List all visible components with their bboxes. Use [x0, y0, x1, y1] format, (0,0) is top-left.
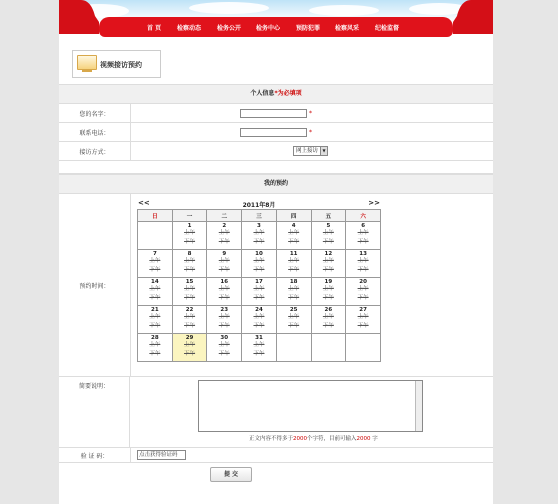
day-number: 28	[151, 335, 159, 341]
calendar-day[interactable]	[207, 278, 242, 306]
calendar-day[interactable]	[242, 334, 277, 362]
calendar-header	[137, 198, 381, 209]
note-remaining: 2000	[356, 436, 371, 442]
time-slot-am[interactable]: 上午	[322, 258, 334, 264]
calendar-day[interactable]	[172, 222, 207, 250]
page-title-box	[72, 50, 161, 78]
day-number: 30	[220, 335, 229, 341]
calendar-day[interactable]	[346, 278, 381, 306]
phone-input[interactable]	[240, 128, 307, 137]
name-required-mark: *	[309, 110, 312, 117]
calendar-day[interactable]	[138, 334, 173, 362]
time-slot-am[interactable]: 上午	[218, 258, 230, 264]
time-slot-pm[interactable]: 下午	[218, 295, 230, 301]
nav-item[interactable]: 首 页	[147, 25, 162, 32]
calendar-month-title: 2011年8月	[242, 202, 276, 209]
name-input[interactable]	[240, 109, 307, 118]
day-number: 22	[185, 307, 194, 313]
calendar-day[interactable]	[242, 250, 277, 278]
nav-item[interactable]: 检务中心	[256, 25, 281, 32]
day-number: 1	[187, 223, 192, 229]
note-text: 个字符，目前可输入	[307, 436, 357, 442]
appointment-form	[59, 84, 493, 463]
day-number: 15	[185, 279, 194, 285]
remarks-scrollbar[interactable]	[415, 381, 422, 431]
note-max: 2000	[293, 436, 308, 442]
time-slot-am[interactable]: 上午	[322, 230, 334, 236]
time-slot-am[interactable]: 上午	[357, 230, 369, 236]
day-number: 5	[326, 223, 331, 229]
weekday-header: 日	[138, 210, 173, 222]
time-slot-pm[interactable]: 下午	[253, 239, 265, 245]
weekday-header: 二	[207, 210, 242, 222]
weekday-header: 一	[172, 210, 207, 222]
time-slot-am[interactable]: 上午	[184, 314, 196, 320]
calendar-day[interactable]	[311, 278, 346, 306]
time-slot-am[interactable]: 上午	[218, 314, 230, 320]
time-slot-pm[interactable]: 下午	[357, 267, 369, 273]
calendar-day[interactable]	[207, 334, 242, 362]
calendar-day[interactable]	[172, 250, 207, 278]
time-slot-pm[interactable]: 下午	[357, 295, 369, 301]
day-number: 9	[222, 251, 227, 257]
time-slot-am[interactable]: 上午	[149, 286, 161, 292]
day-number: 18	[289, 279, 298, 285]
time-slot-pm[interactable]: 下午	[218, 323, 230, 329]
time-slot-pm[interactable]: 下午	[218, 267, 230, 273]
note-text: 字	[370, 436, 378, 442]
time-slot-pm[interactable]: 下午	[322, 267, 334, 273]
time-slot-pm[interactable]: 下午	[288, 295, 300, 301]
calendar-day[interactable]	[138, 250, 173, 278]
calendar-day[interactable]	[311, 250, 346, 278]
time-slot-pm[interactable]: 下午	[149, 295, 161, 301]
chevron-down-icon: ▼	[320, 147, 327, 155]
time-slot-am[interactable]: 上午	[184, 230, 196, 236]
day-number: 12	[324, 251, 333, 257]
remarks-label: 简要说明：	[59, 377, 130, 447]
calendar-day[interactable]	[172, 306, 207, 334]
day-number: 6	[361, 223, 366, 229]
header-banner	[59, 0, 493, 40]
time-slot-pm[interactable]: 下午	[288, 239, 300, 245]
time-slot-pm[interactable]: 下午	[184, 351, 196, 357]
calendar-day[interactable]	[311, 222, 346, 250]
time-slot-pm[interactable]: 下午	[253, 295, 265, 301]
time-slot-am[interactable]: 上午	[218, 342, 230, 348]
day-number: 17	[255, 279, 263, 285]
time-slot-pm[interactable]: 下午	[149, 351, 161, 357]
time-slot-am[interactable]: 上午	[357, 286, 369, 292]
section-personal-info	[59, 84, 493, 104]
time-slot-am[interactable]: 上午	[253, 314, 265, 320]
day-number: 19	[324, 279, 333, 285]
captcha-row	[59, 448, 493, 463]
method-select[interactable]	[293, 146, 328, 156]
section-my-appointment	[59, 174, 493, 194]
calendar-day[interactable]	[242, 278, 277, 306]
time-slot-pm[interactable]: 下午	[184, 295, 196, 301]
time-slot-am[interactable]: 上午	[184, 286, 196, 292]
time-slot-pm[interactable]: 下午	[357, 239, 369, 245]
time-slot-am[interactable]: 上午	[218, 230, 230, 236]
name-row	[59, 104, 493, 123]
time-slot-pm[interactable]: 下午	[149, 323, 161, 329]
day-number: 27	[359, 307, 367, 313]
day-number: 23	[220, 307, 229, 313]
section-title: 个人信息	[250, 90, 275, 97]
monitor-icon	[77, 55, 97, 70]
time-slot-pm[interactable]: 下午	[253, 323, 265, 329]
time-slot-am[interactable]: 上午	[218, 286, 230, 292]
remarks-char-note	[249, 434, 378, 442]
time-slot-am[interactable]: 上午	[184, 342, 196, 348]
time-slot-pm[interactable]: 下午	[322, 323, 334, 329]
nav-item[interactable]: 检务公开	[217, 25, 242, 32]
time-slot-am[interactable]: 上午	[288, 286, 300, 292]
nav-item[interactable]: 预防犯罪	[296, 25, 321, 32]
time-slot-pm[interactable]: 下午	[288, 267, 300, 273]
calendar-day[interactable]	[207, 306, 242, 334]
day-number: 25	[289, 307, 298, 313]
time-slot-am[interactable]: 上午	[288, 314, 300, 320]
time-slot-am[interactable]: 上午	[184, 258, 196, 264]
calendar-day[interactable]	[172, 278, 207, 306]
time-slot-am[interactable]: 上午	[253, 342, 265, 348]
weekday-header: 六	[346, 210, 381, 222]
time-slot-pm[interactable]: 下午	[288, 323, 300, 329]
calendar	[137, 198, 381, 362]
time-slot-pm[interactable]: 下午	[184, 267, 196, 273]
day-number: 26	[324, 307, 333, 313]
calendar-day[interactable]	[138, 278, 173, 306]
calendar-day[interactable]	[276, 250, 311, 278]
calendar-day[interactable]	[207, 250, 242, 278]
day-number: 7	[152, 251, 157, 257]
time-slot-am[interactable]: 上午	[253, 286, 265, 292]
time-slot-pm[interactable]: 下午	[322, 239, 334, 245]
calendar-day[interactable]	[138, 306, 173, 334]
calendar-day[interactable]	[311, 306, 346, 334]
phone-row	[59, 123, 493, 142]
calendar-next-button[interactable]: >>	[368, 199, 380, 207]
time-slot-am[interactable]: 上午	[288, 230, 300, 236]
day-number: 4	[291, 223, 296, 229]
time-slot-am[interactable]: 上午	[149, 342, 161, 348]
phone-label: 联系电话：	[59, 123, 131, 141]
calendar-day[interactable]	[346, 250, 381, 278]
time-slot-pm[interactable]: 下午	[253, 267, 265, 273]
page-title: 视频接访预约	[100, 61, 142, 69]
phone-required-mark: *	[309, 129, 312, 136]
captcha-input[interactable]: 点击获得验证码	[137, 450, 186, 460]
time-slot-am[interactable]: 上午	[253, 230, 265, 236]
spacer	[59, 161, 493, 174]
calendar-day[interactable]	[172, 334, 207, 362]
time-slot-pm[interactable]: 下午	[218, 351, 230, 357]
calendar-day[interactable]	[242, 306, 277, 334]
day-number: 11	[289, 251, 298, 257]
calendar-day[interactable]	[276, 222, 311, 250]
time-slot-am[interactable]: 上午	[357, 314, 369, 320]
appointment-row	[59, 194, 493, 377]
day-number: 20	[359, 279, 367, 285]
calendar-day[interactable]	[346, 222, 381, 250]
time-slot-am[interactable]: 上午	[357, 258, 369, 264]
weekday-header: 五	[311, 210, 346, 222]
section-title: 我的预约	[263, 180, 288, 187]
monitor-stand	[82, 70, 92, 72]
calendar-day[interactable]	[242, 222, 277, 250]
page	[59, 0, 493, 504]
day-number: 14	[151, 279, 159, 285]
method-select-value: 网上接访	[296, 148, 319, 154]
method-label: 接访方式：	[59, 142, 131, 160]
calendar-empty-cell	[276, 334, 311, 362]
calendar-day[interactable]	[276, 306, 311, 334]
calendar-day[interactable]	[276, 278, 311, 306]
time-slot-pm[interactable]: 下午	[149, 267, 161, 273]
calendar-empty-cell	[311, 334, 346, 362]
weekday-header: 三	[242, 210, 277, 222]
captcha-label: 验 证 码：	[59, 448, 131, 462]
nav-item[interactable]: 检察风采	[335, 25, 360, 32]
time-slot-am[interactable]: 上午	[322, 314, 334, 320]
remarks-textarea[interactable]	[198, 380, 423, 432]
day-number: 24	[255, 307, 263, 313]
note-text: 正文内容不得多于	[249, 436, 294, 442]
day-number: 21	[151, 307, 159, 313]
appointment-label: 预约时间：	[59, 194, 131, 376]
day-number: 13	[359, 251, 367, 257]
calendar-day[interactable]	[346, 306, 381, 334]
weekday-header: 四	[276, 210, 311, 222]
time-slot-pm[interactable]: 下午	[253, 351, 265, 357]
day-number: 16	[220, 279, 229, 285]
required-note: *为必填项	[274, 90, 302, 97]
time-slot-am[interactable]: 上午	[253, 258, 265, 264]
time-slot-pm[interactable]: 下午	[357, 323, 369, 329]
calendar-day[interactable]	[207, 222, 242, 250]
day-number: 3	[257, 223, 261, 229]
day-number: 31	[255, 335, 263, 341]
calendar-empty-cell	[346, 334, 381, 362]
main-nav	[99, 17, 453, 37]
day-number: 2	[222, 223, 227, 229]
time-slot-am[interactable]: 上午	[149, 314, 161, 320]
time-slot-pm[interactable]: 下午	[184, 323, 196, 329]
nav-item[interactable]: 检察动态	[177, 25, 202, 32]
time-slot-pm[interactable]: 下午	[184, 239, 196, 245]
time-slot-am[interactable]: 上午	[322, 286, 334, 292]
name-label: 您的名字：	[59, 104, 131, 122]
time-slot-am[interactable]: 上午	[288, 258, 300, 264]
day-number: 10	[255, 251, 263, 257]
time-slot-pm[interactable]: 下午	[322, 295, 334, 301]
day-number: 8	[187, 251, 192, 257]
time-slot-pm[interactable]: 下午	[218, 239, 230, 245]
calendar-empty-cell	[138, 222, 173, 250]
day-number: 29	[185, 335, 194, 341]
calendar-prev-button[interactable]: <<	[138, 199, 150, 207]
calendar-grid	[137, 209, 381, 362]
nav-item[interactable]: 纪检监督	[375, 25, 400, 32]
time-slot-am[interactable]: 上午	[149, 258, 161, 264]
submit-button[interactable]: 提 交	[210, 467, 252, 482]
method-row	[59, 142, 493, 161]
remarks-row	[59, 377, 493, 448]
